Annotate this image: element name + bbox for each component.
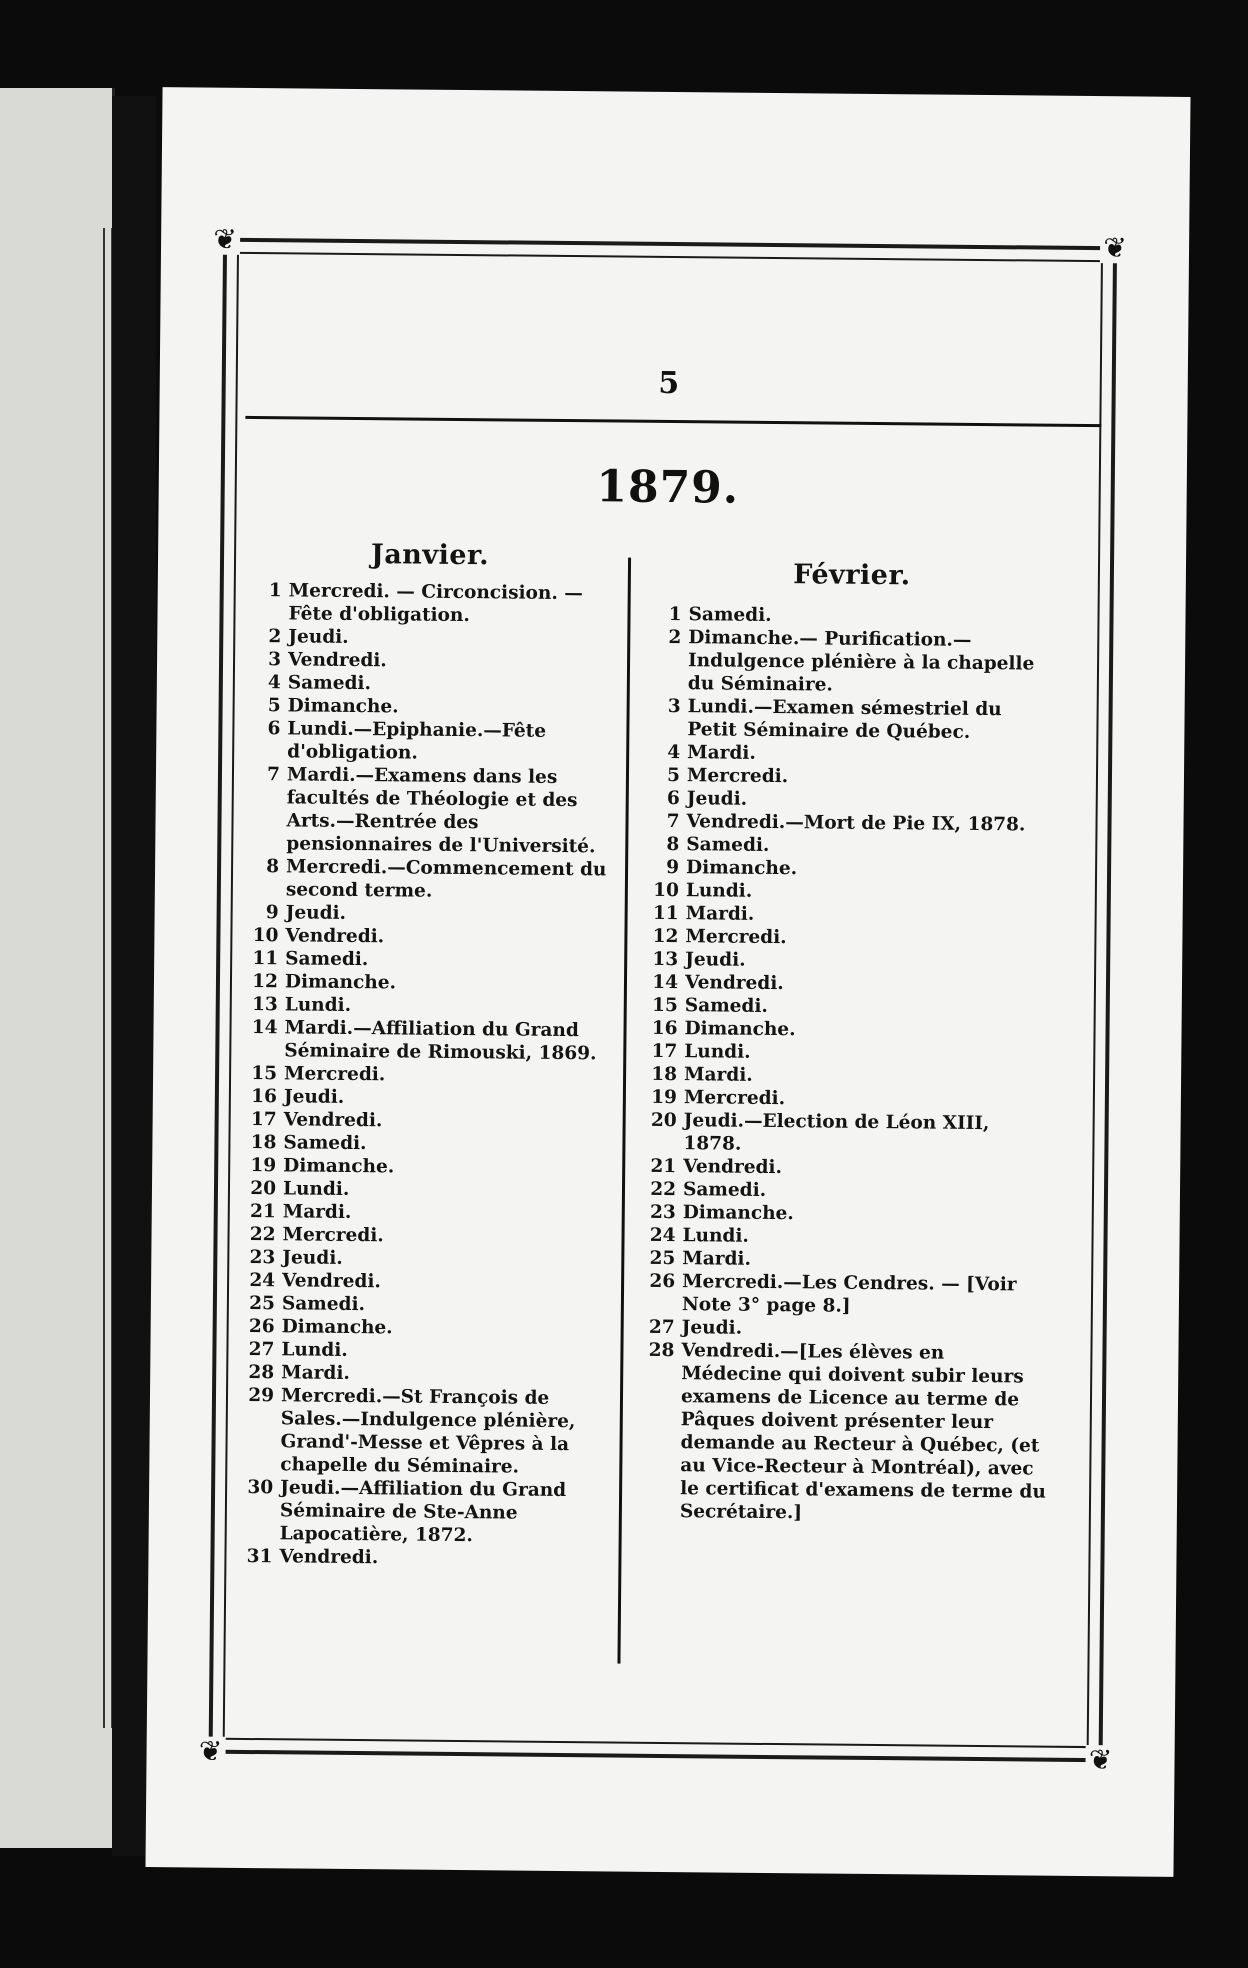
calendar-entry <box>640 1109 1052 1159</box>
day-text: Vendredi. <box>282 1270 381 1293</box>
day-number: 8 <box>666 833 680 856</box>
day-text: Lundi. <box>682 1225 749 1247</box>
day-text: Samedi. <box>686 834 770 856</box>
day-number: 15 <box>251 1063 278 1085</box>
day-number: 4 <box>667 741 681 764</box>
day-number: 29 <box>248 1384 275 1407</box>
day-text: Mardi. <box>682 1248 752 1270</box>
day-text: Dimanche. <box>682 1202 794 1225</box>
day-text: Mercredi. <box>685 926 787 949</box>
day-number: 1 <box>268 580 282 602</box>
month-column-fevrier <box>637 559 1058 1527</box>
day-text: Dimanche. <box>685 857 798 880</box>
day-number: 22 <box>249 1223 276 1246</box>
day-text: Mardi.—Examens dans les facultés de Théologie et des Arts.—Rentrée des pensionnaires de l'Université. <box>286 764 596 858</box>
day-number: 18 <box>250 1132 277 1154</box>
day-number: 31 <box>246 1545 273 1568</box>
day-text: Jeudi. <box>282 1247 343 1269</box>
day-text: Mercredi. <box>284 1063 386 1086</box>
day-number: 11 <box>652 902 679 925</box>
day-text: Lundi. <box>282 1178 350 1200</box>
day-number: 22 <box>650 1178 677 1201</box>
day-text: Lundi. <box>281 1339 348 1361</box>
day-text: Mardi. <box>684 1064 753 1086</box>
calendar-entry <box>244 717 612 767</box>
day-number: 13 <box>652 948 679 971</box>
calendar-entry <box>241 1016 609 1066</box>
calendar-entry <box>645 626 1058 699</box>
day-text: Lundi.—Examen sémestriel du Petit Séminaire de Québec. <box>687 696 1002 743</box>
month-heading: Janvier. <box>370 539 490 572</box>
day-number: 24 <box>249 1269 276 1292</box>
day-number: 3 <box>667 695 681 718</box>
day-text: Mardi.—Affiliation du Grand Séminaire de Rimouski, 1869. <box>284 1017 597 1065</box>
day-text: Mercredi. <box>686 765 789 788</box>
adjacent-page <box>0 88 115 1848</box>
day-number: 21 <box>249 1200 276 1223</box>
day-number: 27 <box>248 1338 275 1361</box>
day-text: Jeudi. <box>283 1086 345 1108</box>
calendar-entry <box>243 763 612 859</box>
day-text: Vendredi. <box>285 925 385 948</box>
day-text: Samedi. <box>285 948 369 971</box>
day-text: Vendredi. <box>287 649 387 672</box>
calendar-entry <box>237 1384 606 1480</box>
day-text: Samedi. <box>283 1132 367 1155</box>
day-text: Vendredi.—[Les élèves en Médecine qui doivent subir leurs examens de Licence au terme de Pâques doivent présenter leur demande au Recteur à Québec, (et au Vice-Recteur à Montréal), avec le certificat d'examens de terme du Secrétaire.] <box>679 1340 1046 1524</box>
day-text: Lundi. <box>685 880 753 902</box>
day-number: 5 <box>267 695 281 717</box>
day-number: 19 <box>651 1086 677 1109</box>
day-number: 12 <box>652 925 679 948</box>
day-text: Vendredi. <box>283 1109 383 1132</box>
day-text: Vendredi. <box>684 972 784 995</box>
day-number: 11 <box>252 948 279 970</box>
day-text: Lundi.—Epiphanie.—Fête d'obligation. <box>287 718 547 764</box>
day-text: Mardi. <box>281 1362 350 1384</box>
day-text: Dimanche. <box>283 1155 395 1178</box>
day-number: 21 <box>650 1155 677 1178</box>
day-text: Mercredi.—Commencement du second terme. <box>285 856 607 902</box>
calendar-entry <box>236 1545 604 1572</box>
day-number: 19 <box>250 1155 277 1177</box>
corner-ornament-icon: ❦ <box>210 225 240 255</box>
day-number: 7 <box>666 810 680 833</box>
day-text: Mercredi. — Circoncision. — Fête d'obligation. <box>288 580 583 627</box>
day-text: Vendredi. <box>279 1546 379 1569</box>
day-number: 4 <box>267 672 281 694</box>
page-frame <box>198 222 1127 1777</box>
day-number: 6 <box>267 718 281 740</box>
month-heading: Février. <box>793 559 911 592</box>
day-number: 20 <box>650 1109 677 1132</box>
day-text: Mardi. <box>685 903 755 925</box>
day-number: 15 <box>651 994 678 1017</box>
day-list <box>637 603 1058 1527</box>
day-number: 26 <box>248 1315 275 1338</box>
year-title: 1879. <box>596 461 740 514</box>
day-number: 24 <box>649 1224 676 1247</box>
day-number: 23 <box>649 1201 676 1224</box>
day-number: 7 <box>266 764 281 786</box>
adjacent-page-frame <box>103 228 112 1728</box>
day-number: 2 <box>268 626 282 648</box>
day-text: Jeudi. <box>686 788 748 810</box>
calendar-entry <box>243 855 611 905</box>
calendar-entry <box>644 695 1056 745</box>
day-text: Mercredi.—St François de Sales.—Indulgence plénière, Grand'-Messe et Vêpres à la chapelle du Séminaire. <box>280 1385 576 1478</box>
day-number: 28 <box>648 1339 675 1362</box>
corner-ornament-icon: ❦ <box>1085 1745 1115 1775</box>
day-number: 10 <box>653 879 679 902</box>
day-text: Mercredi.—Les Cendres. — [Voir Note 3° page 8.] <box>681 1271 1017 1317</box>
day-text: Dimanche.— Purification.—Indulgence plénière à la chapelle du Séminaire. <box>687 627 1035 696</box>
day-text: Jeudi. <box>285 902 347 924</box>
day-text: Jeudi. <box>681 1317 743 1339</box>
corner-ornament-icon: ❦ <box>195 1737 225 1767</box>
corner-ornament-icon: ❦ <box>1100 233 1130 263</box>
day-text: Samedi. <box>281 1293 366 1316</box>
day-number: 13 <box>251 994 278 1016</box>
calendar-entry <box>237 1476 606 1549</box>
day-number: 14 <box>251 1017 278 1039</box>
day-number: 14 <box>652 971 679 994</box>
day-number: 16 <box>651 1017 678 1040</box>
day-text: Dimanche. <box>284 971 397 994</box>
day-text: Lundi. <box>684 1041 751 1063</box>
day-number: 30 <box>247 1476 274 1499</box>
day-text: Dimanche. <box>287 695 399 718</box>
day-text: Vendredi.—Mort de Pie IX, 1878. <box>686 811 1026 836</box>
month-column-janvier <box>236 539 614 1571</box>
day-number: 12 <box>252 971 279 993</box>
day-number: 3 <box>268 649 282 671</box>
day-text: Samedi. <box>287 672 372 695</box>
day-number: 9 <box>265 902 279 924</box>
day-text: Mardi. <box>687 742 756 764</box>
day-text: Mercredi. <box>282 1224 384 1247</box>
day-text: Dimanche. <box>684 1018 796 1041</box>
day-number: 28 <box>248 1361 275 1384</box>
day-number: 9 <box>666 856 680 879</box>
day-text: Dimanche. <box>281 1316 393 1339</box>
day-text: Jeudi. <box>288 626 349 648</box>
day-text: Mardi. <box>282 1201 352 1223</box>
day-list <box>236 579 613 1571</box>
day-text: Samedi. <box>682 1179 767 1201</box>
day-number: 25 <box>249 1292 275 1315</box>
day-number: 27 <box>648 1316 675 1339</box>
calendar-entry <box>245 579 613 629</box>
calendar-entry <box>637 1339 1051 1527</box>
day-number: 16 <box>251 1086 277 1108</box>
day-number: 20 <box>250 1177 277 1200</box>
day-number: 10 <box>252 925 279 947</box>
day-number: 25 <box>649 1247 676 1270</box>
calendar-page <box>145 87 1190 1877</box>
day-text: Samedi. <box>688 604 772 626</box>
day-text: Lundi. <box>284 994 352 1016</box>
day-number: 23 <box>249 1246 276 1269</box>
day-number: 2 <box>668 626 682 649</box>
day-number: 8 <box>266 856 280 878</box>
day-number: 17 <box>250 1109 277 1131</box>
day-text: Jeudi. <box>685 949 746 971</box>
day-number: 6 <box>666 787 680 810</box>
day-number: 26 <box>649 1270 676 1293</box>
day-number: 1 <box>668 603 682 626</box>
page-number: 5 <box>658 365 680 402</box>
day-text: Jeudi.—Election de Léon XIII, 1878. <box>683 1110 990 1155</box>
day-text: Samedi. <box>684 995 768 1017</box>
day-text: Mercredi. <box>683 1087 786 1110</box>
day-number: 17 <box>651 1040 678 1063</box>
calendar-entry <box>639 1270 1051 1320</box>
day-number: 5 <box>667 764 681 787</box>
day-text: Vendredi. <box>683 1156 783 1179</box>
day-number: 18 <box>651 1063 678 1086</box>
day-text: Jeudi.—Affiliation du Grand Séminaire de Ste-Anne Lapocatière, 1872. <box>279 1477 567 1547</box>
